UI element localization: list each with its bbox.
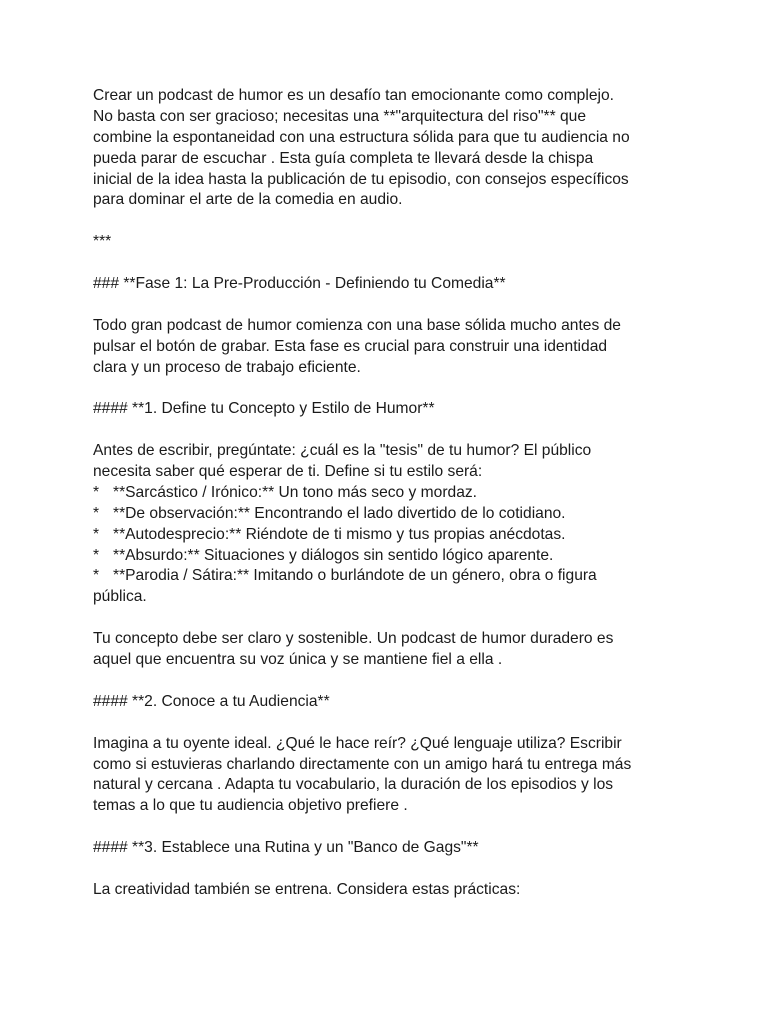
text-line: pueda parar de escuchar . Esta guía completa te llevará desde la chispa — [93, 149, 594, 167]
text-line: temas a lo que tu audiencia objetivo prefiere . — [93, 797, 408, 815]
text-line: pulsar el botón de grabar. Esta fase es crucial para construir una identidad — [93, 337, 608, 355]
bullet-marker: * — [93, 567, 100, 585]
bullet-marker: * — [93, 483, 100, 501]
bullet-list — [93, 483, 753, 608]
list-item — [93, 504, 753, 525]
section-paragraph — [93, 734, 753, 818]
text-line: Crear un podcast de humor es un desafío tan emocionante como complejo. — [93, 87, 614, 104]
list-item — [93, 566, 753, 587]
list-item-text: **Autodesprecio:** Riéndote de ti mismo y tus propias anécdotas. — [113, 525, 566, 543]
text-line: como si estuvieras charlando directamente con un amigo hará tu entrega más — [93, 755, 632, 773]
phase-paragraph — [93, 316, 753, 379]
bullet-marker: * — [93, 546, 100, 564]
document-page — [93, 86, 753, 901]
text-line: natural y cercana . Adapta tu vocabulario, la duración de los episodios y los — [93, 776, 614, 794]
section-heading: #### **1. Define tu Concepto y Estilo de Humor** — [93, 400, 435, 418]
text-line: clara y un proceso de trabajo eficiente. — [93, 358, 361, 376]
list-item-text: **Sarcástico / Irónico:** Un tono más seco y mordaz. — [113, 483, 478, 501]
section-heading: #### **2. Conoce a tu Audiencia** — [93, 692, 330, 710]
list-item-text: **Absurdo:** Situaciones y diálogos sin sentido lógico aparente. — [113, 546, 554, 564]
list-item-continuation: pública. — [93, 588, 147, 606]
list-item — [93, 525, 753, 546]
text-line: aquel que encuentra su voz única y se mantiene fiel a ella . — [93, 651, 503, 669]
text-line: inicial de la idea hasta la publicación de tu episodio, con consejos específicos — [93, 170, 629, 188]
list-item — [93, 483, 753, 504]
text-line: Tu concepto debe ser claro y sostenible. Un podcast de humor duradero es — [93, 630, 614, 648]
text-line: necesita saber qué esperar de ti. Define si tu estilo será: — [93, 463, 483, 481]
bullet-marker: * — [93, 504, 100, 522]
section-heading: #### **3. Establece una Rutina y un "Banco de Gags"** — [93, 839, 479, 857]
section-paragraph — [93, 880, 753, 901]
bullet-marker: * — [93, 525, 100, 543]
text-line: para dominar el arte de la comedia en audio. — [93, 191, 403, 209]
text-line: Todo gran podcast de humor comienza con una base sólida mucho antes de — [93, 316, 621, 334]
intro-paragraph — [93, 86, 753, 211]
list-item — [93, 546, 753, 567]
text-line: La creatividad también se entrena. Considera estas prácticas: — [93, 880, 521, 898]
phase-heading: ### **Fase 1: La Pre-Producción - Definiendo tu Comedia** — [93, 275, 506, 293]
separator: *** — [93, 233, 112, 251]
section-paragraph — [93, 441, 753, 483]
text-line: combine la espontaneidad con una estructura sólida para que tu audiencia no — [93, 128, 630, 146]
list-item-text: **De observación:** Encontrando el lado divertido de lo cotidiano. — [113, 504, 566, 522]
section-paragraph — [93, 629, 753, 671]
text-line: Antes de escribir, pregúntate: ¿cuál es la "tesis" de tu humor? El público — [93, 442, 592, 460]
text-line: No basta con ser gracioso; necesitas una **"arquitectura del riso"** que — [93, 107, 587, 125]
text-line: Imagina a tu oyente ideal. ¿Qué le hace reír? ¿Qué lenguaje utiliza? Escribir — [93, 734, 622, 752]
list-item-text: **Parodia / Sátira:** Imitando o burlándote de un género, obra o figura — [113, 567, 597, 585]
